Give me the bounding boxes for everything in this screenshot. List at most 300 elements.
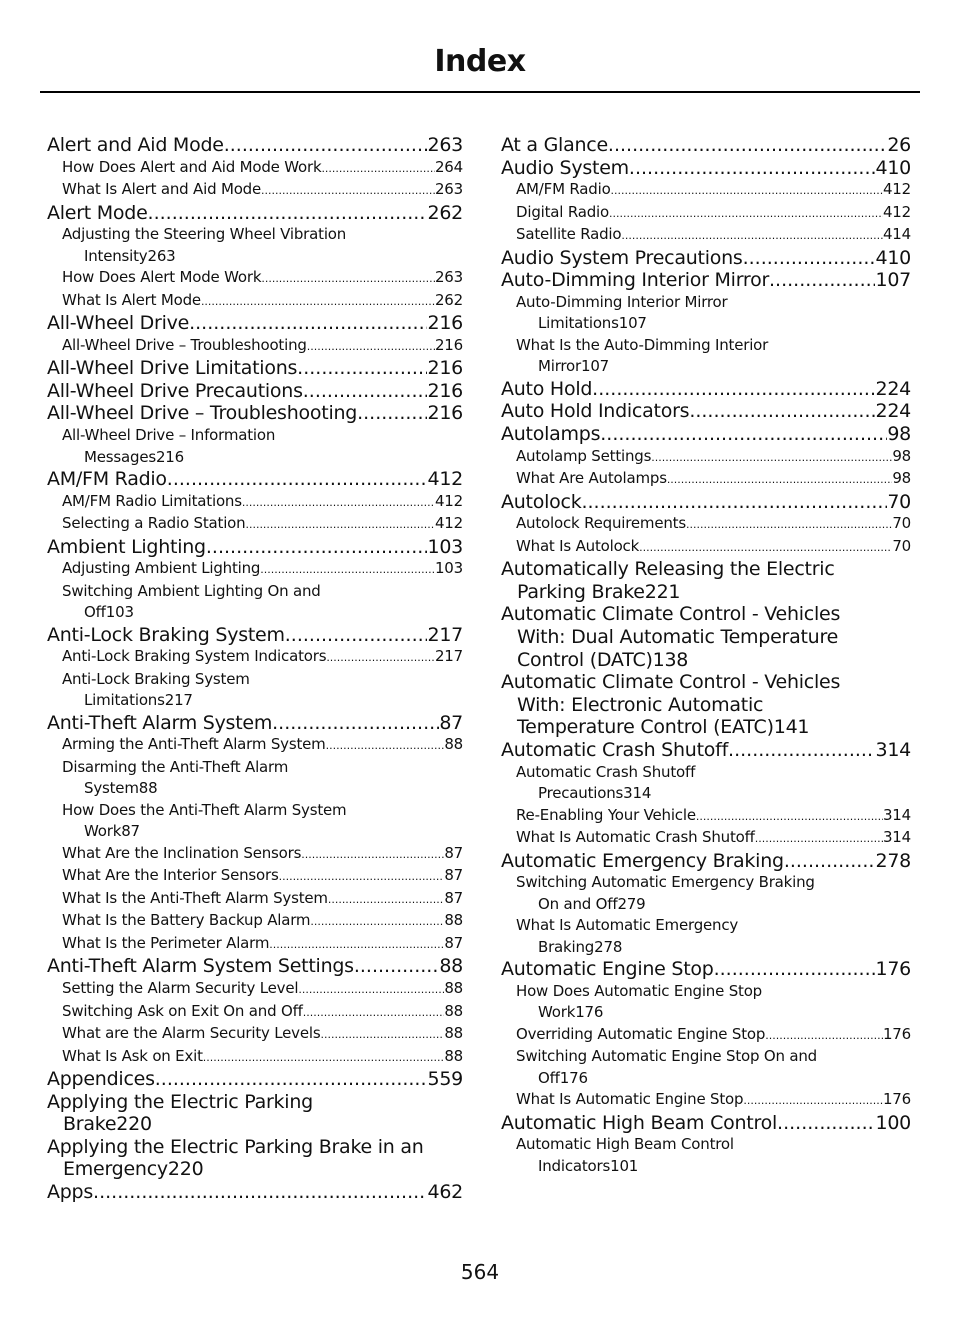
- index-subentry: [501, 292, 911, 335]
- entry-label: Applying the Electric Parking Brake in an: [47, 1135, 424, 1158]
- dot-leader: [201, 291, 435, 313]
- index-entry: [47, 468, 463, 491]
- index-entry: [501, 269, 911, 292]
- entry-label: Disarming the Anti-Theft Alarm: [62, 757, 289, 776]
- entry-label: Anti-Theft Alarm System Settings: [47, 955, 354, 978]
- entry-label: Applying the Electric Parking: [47, 1090, 313, 1113]
- entry-label: Anti-Theft Alarm System: [47, 711, 273, 734]
- entry-label-line: [62, 778, 463, 800]
- index-subentry: [501, 202, 911, 225]
- page-ref: 98: [887, 423, 911, 446]
- entry-label-line: [516, 356, 911, 378]
- dot-leader: [328, 889, 444, 911]
- page-ref: 88: [444, 735, 463, 754]
- page-ref: 216: [427, 357, 463, 380]
- page-ref: 314: [875, 739, 911, 761]
- entry-label-line: [516, 1002, 911, 1024]
- index-subentry: [501, 335, 911, 378]
- entry-label: Ambient Lighting: [47, 535, 206, 558]
- page-ref: 263: [434, 268, 463, 287]
- entry-label: AM/FM Radio Limitations: [62, 491, 242, 510]
- dot-leader: [260, 559, 435, 581]
- entry-label: Selecting a Radio Station: [62, 514, 246, 533]
- entry-label: Autolock: [501, 490, 582, 513]
- dot-leader: [303, 1002, 445, 1024]
- entry-label: Auto-Dimming Interior Mirror: [516, 292, 728, 311]
- index-subentry: [501, 224, 911, 247]
- index-subentry: [47, 646, 463, 669]
- entry-label: Switching Ask on Exit On and Off: [62, 1001, 303, 1020]
- page-ref: 70: [892, 514, 911, 533]
- entry-label-line: [501, 581, 911, 604]
- index-subentry: [501, 1024, 911, 1047]
- index-subentry: [47, 581, 463, 624]
- dot-leader: [592, 378, 875, 401]
- page-ref: 70: [892, 536, 911, 555]
- entry-label-continued: Precautions: [538, 784, 624, 803]
- dot-leader: [743, 1090, 883, 1112]
- page-ref: 217: [434, 647, 463, 666]
- entry-label-line: [516, 937, 911, 959]
- entry-label-continued: Mirror: [538, 357, 581, 376]
- entry-label: Switching Ambient Lighting On and: [62, 581, 321, 600]
- dot-leader: [608, 134, 887, 157]
- index-subentry: [47, 888, 463, 911]
- page-ref: 314: [882, 805, 911, 824]
- entry-label-continued: Intensity: [84, 246, 148, 265]
- page-ref: 176: [882, 1090, 911, 1109]
- entry-label: Anti-Lock Braking System Indicators: [62, 647, 327, 666]
- index-entry: [501, 423, 911, 446]
- index-entry: [501, 739, 911, 762]
- entry-label: Autolamp Settings: [516, 446, 652, 465]
- page-ref: 279: [617, 894, 646, 913]
- page-ref: 224: [875, 400, 911, 423]
- index-subentry: [47, 335, 463, 358]
- index-subentry: [501, 179, 911, 202]
- dot-leader: [203, 1047, 445, 1069]
- entry-label: What Are Autolamps: [516, 469, 667, 488]
- title-divider: [40, 91, 920, 93]
- entry-label: AM/FM Radio: [516, 180, 611, 199]
- dot-leader: [307, 336, 435, 358]
- entry-label: What Is Automatic Engine Stop: [516, 1090, 744, 1109]
- entry-label: Autolamps: [501, 423, 601, 446]
- dot-leader: [279, 866, 445, 888]
- page-ref: 26: [887, 134, 911, 156]
- dot-leader: [298, 979, 444, 1001]
- index-subentry: [47, 865, 463, 888]
- dot-leader: [297, 357, 427, 380]
- dot-leader: [769, 269, 875, 292]
- index-entry: [501, 1112, 911, 1135]
- entry-label: What Is Autolock: [516, 536, 640, 555]
- index-entry: [501, 671, 911, 739]
- index-subentry: [47, 1046, 463, 1069]
- page-ref: 412: [882, 202, 911, 221]
- entry-label: Automatic Engine Stop: [501, 958, 714, 981]
- entry-label-continued: Braking: [538, 937, 595, 956]
- index-entry: [47, 712, 463, 735]
- entry-label-continued: Off: [84, 603, 106, 622]
- entry-label-line: [501, 716, 911, 739]
- page-ref: 87: [444, 843, 463, 862]
- index-entry: [47, 312, 463, 335]
- index-entry: [47, 1068, 463, 1091]
- entry-label: All-Wheel Drive Limitations: [47, 357, 298, 380]
- entry-label-continued: Work: [84, 822, 122, 841]
- index-entry: [501, 491, 911, 514]
- index-subentry: [47, 491, 463, 514]
- index-subentry: [501, 1046, 911, 1089]
- entry-label-line: [62, 602, 463, 624]
- page-ref: 559: [427, 1068, 463, 1091]
- dot-leader: [326, 647, 435, 669]
- page-ref: 88: [444, 1046, 463, 1065]
- dot-leader: [728, 739, 875, 762]
- entry-label-continued: Indicators: [538, 1156, 611, 1175]
- entry-label: Auto Hold Indicators: [501, 400, 690, 423]
- dot-leader: [224, 134, 428, 157]
- dot-leader: [310, 911, 444, 933]
- index-subentry: [501, 1089, 911, 1112]
- entry-label: All-Wheel Drive – Information: [62, 426, 276, 445]
- page-ref: 412: [434, 514, 463, 533]
- index-subentry: [501, 762, 911, 805]
- index-subentry: [501, 1134, 911, 1177]
- entry-label: What Is Alert and Aid Mode: [62, 180, 262, 199]
- dot-leader: [206, 536, 428, 559]
- index-entry: [47, 955, 463, 978]
- page-ref: 278: [875, 849, 911, 872]
- entry-label: What Is Automatic Emergency: [516, 916, 739, 935]
- entry-label: Alert and Aid Mode: [47, 134, 224, 156]
- page-ref: 412: [882, 180, 911, 199]
- entry-label-continued: Work: [538, 1003, 576, 1022]
- page-ref: 98: [892, 469, 911, 488]
- entry-label: Automatic Climate Control - Vehicles: [501, 671, 841, 694]
- index-subentry: [47, 425, 463, 468]
- dot-leader: [667, 469, 893, 491]
- index-subentry: [47, 978, 463, 1001]
- dot-leader: [326, 735, 445, 757]
- index-entry: [501, 134, 911, 157]
- index-entry: [47, 202, 463, 225]
- page-ref: 87: [121, 822, 140, 841]
- page-ref: 263: [434, 180, 463, 199]
- entry-label: Appendices: [47, 1068, 155, 1091]
- index-subentry: [501, 827, 911, 850]
- page-ref: 217: [164, 691, 193, 710]
- entry-label-continued: Emergency: [63, 1158, 168, 1181]
- page-ref: 176: [559, 1068, 588, 1087]
- dot-leader: [686, 514, 892, 536]
- page-ref: 88: [444, 1024, 463, 1043]
- dot-leader: [651, 447, 892, 469]
- page-ref: 88: [439, 955, 463, 978]
- page-ref: 220: [116, 1113, 152, 1136]
- entry-label: Adjusting Ambient Lighting: [62, 559, 261, 578]
- entry-label-continued: Off: [538, 1068, 560, 1087]
- index-column-right: [501, 134, 911, 1177]
- page-ref: 138: [652, 648, 689, 671]
- index-entry: [501, 850, 911, 873]
- page-ref: 87: [444, 933, 463, 952]
- dot-leader: [242, 492, 435, 514]
- page-ref: 141: [773, 716, 810, 739]
- page-ref: 87: [439, 711, 463, 734]
- dot-leader: [321, 158, 435, 180]
- index-subentry: [501, 981, 911, 1024]
- entry-label: Automatic High Beam Control: [516, 1135, 734, 1154]
- page-ref: 100: [875, 1111, 911, 1134]
- page-ref: 101: [610, 1156, 639, 1175]
- entry-label: Setting the Alarm Security Level: [62, 979, 299, 998]
- page-ref: 87: [444, 866, 463, 885]
- page-ref: 98: [892, 446, 911, 465]
- entry-label: How Does the Anti-Theft Alarm System: [62, 800, 347, 819]
- page-ref: 314: [882, 828, 911, 847]
- entry-label: What Is the Auto-Dimming Interior: [516, 335, 769, 354]
- entry-label: What Are the Inclination Sensors: [62, 843, 302, 862]
- entry-label-line: [47, 1158, 463, 1181]
- entry-label: What Is Ask on Exit: [62, 1046, 203, 1065]
- index-subentry: [47, 224, 463, 267]
- index-entry: [501, 378, 911, 401]
- entry-label: Auto-Dimming Interior Mirror: [501, 269, 769, 292]
- page-ref: 88: [138, 779, 158, 798]
- entry-label: Automatic Climate Control - Vehicles: [501, 603, 841, 626]
- index-subentry: [47, 757, 463, 800]
- entry-label: Autolock Requirements: [516, 514, 686, 533]
- entry-label-continued: With: Electronic Automatic: [517, 693, 764, 716]
- index-subentry: [501, 872, 911, 915]
- page-ref: 216: [427, 379, 463, 402]
- page-ref: 88: [444, 911, 463, 930]
- dot-leader: [600, 423, 887, 446]
- dot-leader: [621, 225, 883, 247]
- entry-label: What Is the Anti-Theft Alarm System: [62, 888, 328, 907]
- entry-label-continued: Brake: [63, 1113, 117, 1136]
- dot-leader: [261, 268, 435, 290]
- dot-leader: [784, 850, 876, 873]
- entry-label: Switching Automatic Engine Stop On and: [516, 1047, 817, 1066]
- page-ref: 314: [623, 784, 652, 803]
- entry-label-continued: Limitations: [538, 314, 619, 333]
- page-ref: 107: [618, 314, 647, 333]
- entry-label-line: [516, 1068, 911, 1090]
- dot-leader: [303, 380, 428, 403]
- dot-leader: [609, 203, 883, 225]
- index-column-left: [47, 134, 463, 1204]
- index-subentry: [47, 179, 463, 202]
- entry-label: How Does Alert Mode Work: [62, 268, 262, 287]
- index-subentry: [47, 933, 463, 956]
- dot-leader: [755, 828, 883, 850]
- page-ref: 216: [427, 402, 463, 425]
- index-entry: [47, 134, 463, 157]
- index-entry: [47, 1181, 463, 1204]
- index-entry: [47, 1136, 463, 1181]
- dot-leader: [285, 624, 428, 647]
- dot-leader: [611, 180, 883, 202]
- dot-leader: [155, 1068, 428, 1091]
- page-ref: 103: [105, 603, 134, 622]
- entry-label: Re-Enabling Your Vehicle: [516, 805, 696, 824]
- dot-leader: [639, 537, 892, 559]
- entry-label: AM/FM Radio: [47, 468, 167, 491]
- page-ref: 278: [594, 937, 623, 956]
- entry-label-line: [62, 690, 463, 712]
- dot-leader: [272, 712, 439, 735]
- page-ref: 410: [875, 156, 911, 179]
- entry-label-line: [62, 246, 463, 268]
- page-ref: 262: [427, 201, 463, 224]
- index-entry: [47, 624, 463, 647]
- entry-label-line: [516, 1156, 911, 1178]
- entry-label: Apps: [47, 1181, 94, 1203]
- page-ref: 176: [882, 1024, 911, 1043]
- page-ref: 216: [155, 447, 184, 466]
- index-subentry: [501, 513, 911, 536]
- page-ref: 224: [875, 377, 911, 400]
- page-ref: 103: [427, 535, 463, 558]
- entry-label-continued: Control (DATC): [517, 648, 653, 671]
- dot-leader: [581, 491, 887, 514]
- index-subentry: [47, 267, 463, 290]
- page-ref: 216: [427, 312, 463, 335]
- entry-label: Satellite Radio: [516, 225, 622, 244]
- entry-label: Automatic Emergency Braking: [501, 849, 784, 872]
- index-subentry: [47, 800, 463, 843]
- page-ref: 221: [644, 580, 681, 603]
- page-ref: 107: [581, 357, 610, 376]
- dot-leader: [743, 247, 876, 270]
- page-ref: 462: [427, 1181, 463, 1203]
- entry-label: Adjusting the Steering Wheel Vibration: [62, 225, 347, 244]
- index-subentry: [47, 558, 463, 581]
- entry-label: What Is Automatic Crash Shutoff: [516, 828, 755, 847]
- dot-leader: [320, 1024, 444, 1046]
- entry-label-continued: Temperature Control (EATC): [517, 716, 774, 739]
- index-subentry: [47, 1023, 463, 1046]
- index-entry: [501, 157, 911, 180]
- dot-leader: [357, 402, 427, 425]
- index-subentry: [47, 157, 463, 180]
- dot-leader: [261, 180, 435, 202]
- dot-leader: [148, 202, 428, 225]
- index-entry: [47, 536, 463, 559]
- index-subentry: [47, 843, 463, 866]
- entry-label-continued: Parking Brake: [517, 580, 645, 603]
- entry-label-continued: With: Dual Automatic Temperature: [517, 626, 839, 649]
- entry-label-line: [516, 783, 911, 805]
- page-ref: 88: [444, 979, 463, 998]
- entry-label: What are the Alarm Security Levels: [62, 1024, 321, 1043]
- entry-label: How Does Alert and Aid Mode Work: [62, 157, 322, 176]
- page-ref: 176: [575, 1003, 604, 1022]
- index-subentry: [47, 290, 463, 313]
- index-entry: [501, 958, 911, 981]
- dot-leader: [714, 958, 876, 981]
- entry-label: Audio System: [501, 156, 629, 179]
- entry-label: Digital Radio: [516, 202, 609, 221]
- index-entry: [47, 380, 463, 403]
- index-subentry: [501, 446, 911, 469]
- entry-label: Switching Automatic Emergency Braking: [516, 873, 815, 892]
- page-ref: 263: [147, 246, 176, 265]
- entry-label-line: [47, 1113, 463, 1136]
- entry-label: At a Glance: [501, 134, 608, 156]
- page-ref: 412: [434, 491, 463, 510]
- entry-label-continued: Messages: [84, 447, 156, 466]
- dot-leader: [301, 844, 444, 866]
- page-ref: 88: [444, 1001, 463, 1020]
- index-entry: [47, 1091, 463, 1136]
- entry-label: All-Wheel Drive: [47, 312, 190, 335]
- entry-label: Audio System Precautions: [501, 246, 743, 269]
- page-ref: 220: [167, 1158, 204, 1181]
- entry-label: Anti-Lock Braking System: [62, 669, 250, 688]
- entry-label: What Is the Battery Backup Alarm: [62, 911, 311, 930]
- index-subentry: [47, 669, 463, 712]
- index-subentry: [47, 1001, 463, 1024]
- dot-leader: [167, 468, 428, 491]
- dot-leader: [629, 157, 876, 180]
- page-ref: 264: [434, 157, 463, 176]
- entry-label: Auto Hold: [501, 377, 593, 400]
- page-ref: 410: [875, 246, 911, 269]
- index-subentry: [501, 915, 911, 958]
- entry-label-continued: On and Off: [538, 894, 618, 913]
- entry-label: Automatic Crash Shutoff: [501, 739, 729, 761]
- entry-label: All-Wheel Drive Precautions: [47, 379, 303, 402]
- dot-leader: [354, 955, 439, 978]
- dot-leader: [93, 1181, 427, 1204]
- page-ref: 217: [427, 623, 463, 646]
- entry-label: All-Wheel Drive – Troubleshooting: [62, 335, 307, 354]
- entry-label: Automatically Releasing the Electric: [501, 558, 835, 581]
- page-title: Index: [434, 44, 526, 79]
- page-ref: 412: [427, 468, 463, 491]
- entry-label: What Are the Interior Sensors: [62, 866, 279, 885]
- page-number: 564: [460, 1260, 500, 1284]
- dot-leader: [689, 400, 875, 423]
- dot-leader: [189, 312, 427, 335]
- page-ref: 70: [887, 490, 911, 513]
- index-entry: [47, 357, 463, 380]
- entry-label: Anti-Lock Braking System: [47, 623, 285, 646]
- index-subentry: [47, 910, 463, 933]
- entry-label: How Does Automatic Engine Stop: [516, 981, 763, 1000]
- index-entry: [501, 400, 911, 423]
- dot-leader: [696, 806, 883, 828]
- index-entry: [501, 247, 911, 270]
- dot-leader: [765, 1025, 883, 1047]
- entry-label: Overriding Automatic Engine Stop: [516, 1024, 766, 1043]
- index-entry: [501, 603, 911, 671]
- entry-label: Automatic Crash Shutoff: [516, 762, 696, 781]
- index-subentry: [501, 536, 911, 559]
- index-entry: [501, 558, 911, 603]
- page-ref: 176: [875, 958, 911, 981]
- index-subentry: [47, 734, 463, 757]
- entry-label: Automatic High Beam Control: [501, 1111, 778, 1134]
- entry-label-line: [516, 894, 911, 916]
- page-ref: 263: [427, 134, 463, 156]
- index-entry: [47, 402, 463, 425]
- page-ref: 103: [434, 559, 463, 578]
